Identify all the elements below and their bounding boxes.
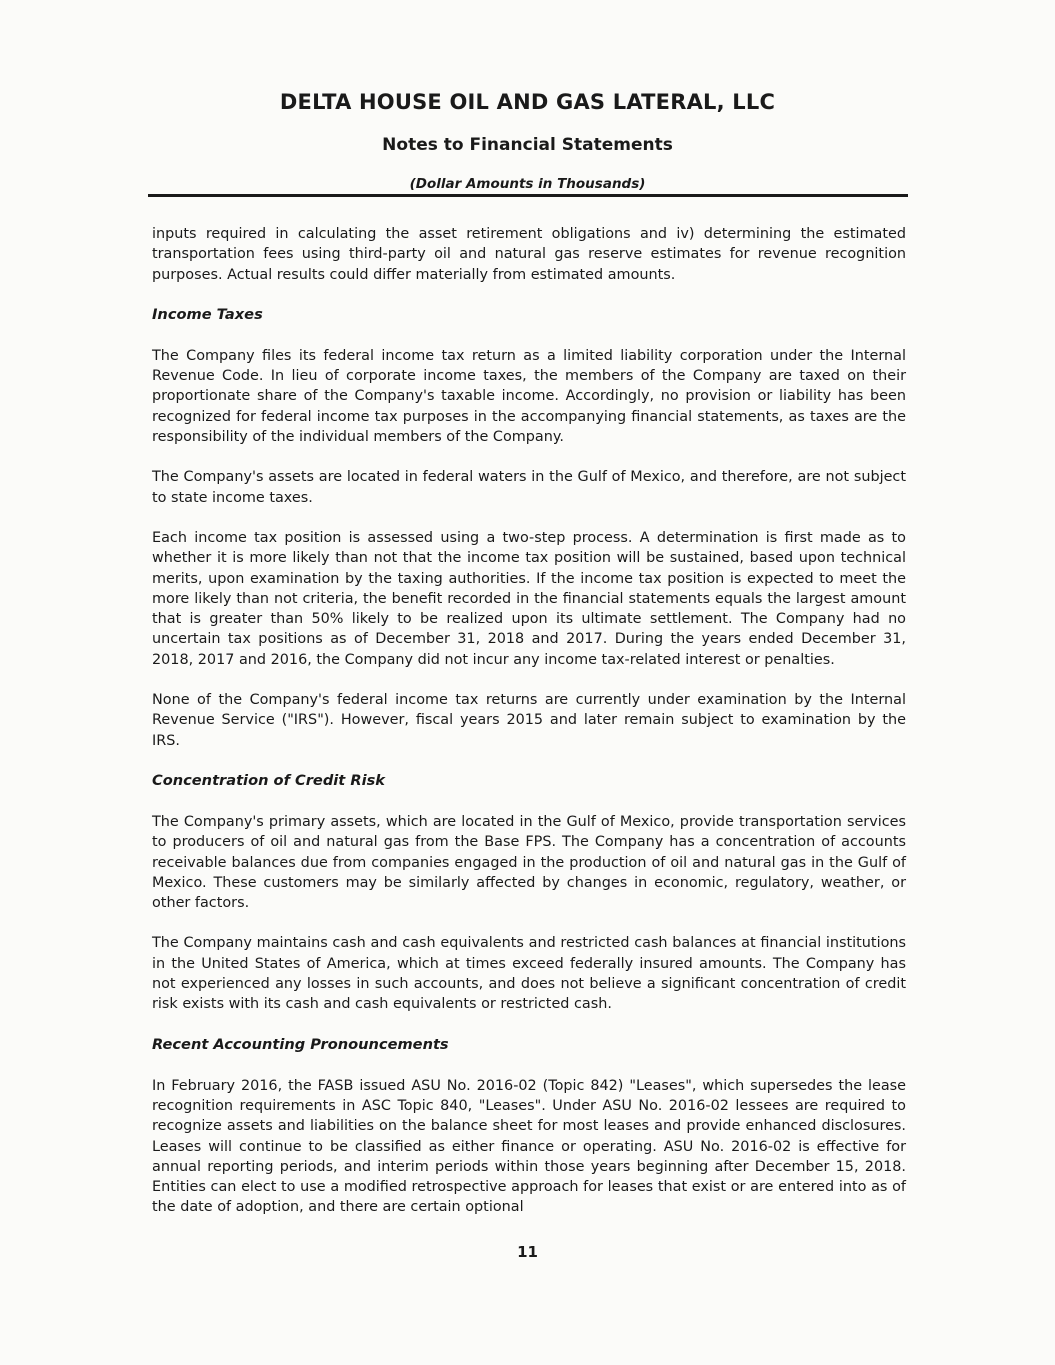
company-name: DELTA HOUSE OIL AND GAS LATERAL, LLC	[279, 90, 776, 114]
income-taxes-paragraph-3: Each income tax position is assessed using a two-step process. A determination is first made as to whether it is more likely than not that the income tax position will be sustained, based upon technical merits, upon examination by the taxing authorities. If the income tax position is expected to meet the more likely than not criteria, the benefit recorded in the financial statements equals the largest amount that is greater than 50% likely to be realized upon its ultimate settlement. The Company had no uncertain tax positions as of December 31, 2018 and 2017. During the years ended December 31, 2018, 2017 and 2016, the Company did not incur any income tax-related interest or penalties.	[152, 529, 906, 668]
income-taxes-paragraph-4: None of the Company's federal income tax returns are currently under examination by the Internal Revenue Service ("IRS"). However, fiscal years 2015 and later remain subject to examination by the IRS.	[152, 692, 906, 749]
credit-risk-paragraph-2: The Company maintains cash and cash equivalents and restricted cash balances at financial institutions in the United States of America, which at times exceed federally insured amounts. The Company has not experienced any losses in such accounts, and does not believe a significant concentration of credit risk exists with its cash and cash equivalents or restricted cash.	[152, 935, 906, 1013]
page-number: 11	[517, 1243, 538, 1261]
header-rule	[148, 194, 908, 197]
document-title: Notes to Financial Statements	[382, 135, 673, 155]
income-taxes-paragraph-1: The Company files its federal income tax return as a limited liability corporation under the Internal Revenue Code. In lieu of corporate income taxes, the members of the Company are taxed on their proportionate share of the Company's taxable income. Accordingly, no provision or liability has been recognized for federal income tax purposes in the accompanying financial statements, as taxes are the responsibility of the individual members of the Company.	[152, 347, 906, 446]
income-taxes-paragraph-2: The Company's assets are located in federal waters in the Gulf of Mexico, and therefore, are not subject to state income taxes.	[152, 469, 906, 506]
notes-body	[152, 224, 906, 1238]
recent-pronouncements-paragraph-1: In February 2016, the FASB issued ASU No. 2016-02 (Topic 842) "Leases", which supersedes the lease recognition requirements in ASC Topic 840, "Leases". Under ASU No. 2016-02 lessees are required to recognize assets and liabilities on the balance sheet for most leases and provide enhanced disclosures. Leases will continue to be classified as either finance or operating. ASU No. 2016-02 is effective for annual reporting periods, and interim periods within those years beginning after December 15, 2018. Entities can elect to use a modified retrospective approach for leases that exist or are entered into as of the date of adoption, and there are certain optional	[152, 1077, 906, 1216]
credit-risk-heading: Concentration of Credit Risk	[152, 771, 385, 789]
income-taxes-heading: Income Taxes	[152, 305, 263, 323]
intro-paragraph: inputs required in calculating the asset retirement obligations and iv) determining the estimated transportation fees using third-party oil and natural gas reserve estimates for revenue recognition purposes. Actual results could differ materially from estimated amounts.	[152, 226, 906, 283]
credit-risk-paragraph-1: The Company's primary assets, which are located in the Gulf of Mexico, provide transportation services to producers of oil and natural gas from the Base FPS. The Company has a concentration of accounts receivable balances due from companies engaged in the production of oil and natural gas in the Gulf of Mexico. These customers may be similarly affected by changes in economic, regulatory, weather, or other factors.	[152, 813, 906, 912]
units-note: (Dollar Amounts in Thousands)	[409, 176, 646, 192]
recent-pronouncements-heading: Recent Accounting Pronouncements	[152, 1035, 449, 1053]
